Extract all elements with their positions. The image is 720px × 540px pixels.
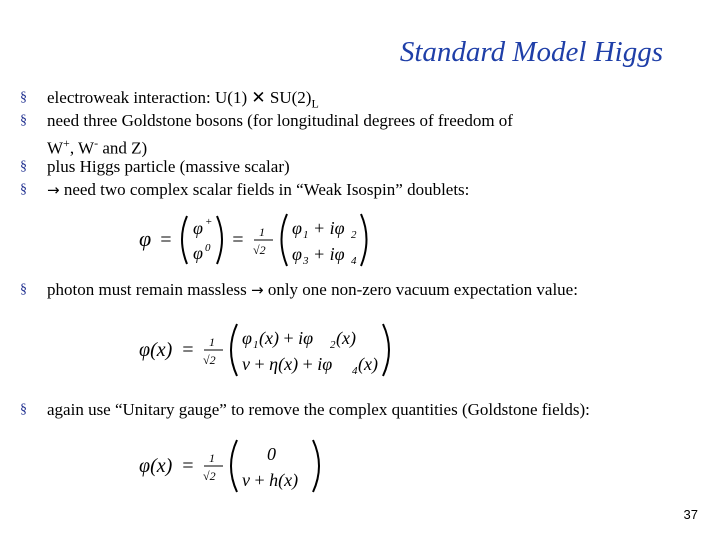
bullet-scalar-fields — [20, 178, 702, 202]
bullet-photon-massless — [20, 278, 702, 302]
bullet-mark: § — [20, 159, 27, 174]
svg-text:3: 3 — [303, 255, 309, 267]
equation-doublet — [135, 208, 385, 270]
bullet-text: SU(2) — [265, 88, 312, 107]
svg-text:1: 1 — [259, 225, 265, 239]
page-number: 37 — [683, 507, 698, 522]
bullet-text: need three Goldstone bosons (for longitudinal degrees of freedom of — [47, 111, 513, 130]
bullet-text: and Z) — [98, 138, 148, 158]
subscript: L — [311, 96, 319, 111]
bullet-mark: § — [20, 90, 27, 105]
svg-text:(x): (x) — [358, 354, 378, 374]
svg-text:φ: φ — [242, 328, 252, 348]
svg-text:√2: √2 — [203, 469, 216, 483]
bullet-text: plus Higgs particle (massive scalar) — [47, 157, 290, 176]
svg-text:(x): (x) — [336, 328, 356, 348]
svg-text:1: 1 — [209, 451, 215, 465]
svg-text:φ: φ — [292, 218, 302, 238]
equation-unitary — [135, 436, 335, 496]
svg-text:=: = — [159, 229, 173, 251]
arrow-icon: → — [47, 181, 60, 199]
svg-text:v + η(x) + iφ: v + η(x) + iφ — [242, 354, 333, 374]
bullet-mark: § — [20, 282, 27, 297]
svg-text:+ iφ: + iφ — [313, 218, 345, 238]
svg-text:0: 0 — [267, 444, 276, 464]
bullet-text: need two complex scalar fields in “Weak Isospin” doublets: — [59, 180, 470, 199]
svg-text:√2: √2 — [203, 353, 216, 367]
bullet-text: only one non-zero vacuum expectation value: — [263, 280, 578, 299]
svg-text:φ: φ — [193, 218, 203, 238]
svg-text:2: 2 — [351, 229, 357, 241]
bullet-text: electroweak interaction: U(1) — [47, 88, 252, 107]
svg-text:+ iφ: + iφ — [313, 244, 345, 264]
svg-text:0: 0 — [205, 242, 211, 254]
svg-text:4: 4 — [352, 365, 358, 377]
bullet-goldstone — [20, 109, 702, 160]
svg-text:φ: φ — [193, 243, 203, 263]
superscript: - — [94, 136, 99, 150]
svg-text:v + h(x): v + h(x) — [242, 470, 299, 490]
svg-text:1: 1 — [209, 335, 215, 349]
bullet-mark: § — [20, 182, 27, 197]
svg-text:=: = — [181, 455, 195, 477]
svg-text:=: = — [181, 339, 195, 361]
cross-symbol: ✕ — [251, 88, 266, 107]
superscript: + — [63, 136, 70, 150]
arrow-icon: → — [250, 281, 264, 299]
svg-text:1: 1 — [303, 229, 309, 241]
svg-text:+: + — [205, 216, 213, 228]
svg-text:(x) + iφ: (x) + iφ — [259, 328, 314, 348]
svg-text:φ: φ — [292, 244, 302, 264]
svg-text:√2: √2 — [253, 243, 266, 257]
bullet-text: photon must remain massless — [47, 280, 251, 299]
equation-vacuum — [135, 320, 405, 380]
svg-text:φ(x): φ(x) — [139, 455, 173, 477]
svg-text:φ(x): φ(x) — [139, 339, 173, 361]
slide-title: Standard Model Higgs — [399, 36, 663, 68]
boson-w: W — [47, 138, 64, 158]
bullet-unitary-gauge — [20, 398, 702, 421]
svg-text:2: 2 — [330, 339, 336, 351]
bullet-mark: § — [20, 402, 27, 417]
bullet-higgs-particle — [20, 155, 702, 178]
boson-w: , W — [69, 138, 95, 158]
svg-text:4: 4 — [351, 255, 357, 267]
svg-text:φ: φ — [139, 226, 152, 251]
svg-text:1: 1 — [253, 339, 259, 351]
svg-text:=: = — [231, 229, 245, 251]
bullet-mark: § — [20, 113, 27, 128]
bullet-text: again use “Unitary gauge” to remove the complex quantities (Goldstone fields): — [47, 400, 590, 419]
